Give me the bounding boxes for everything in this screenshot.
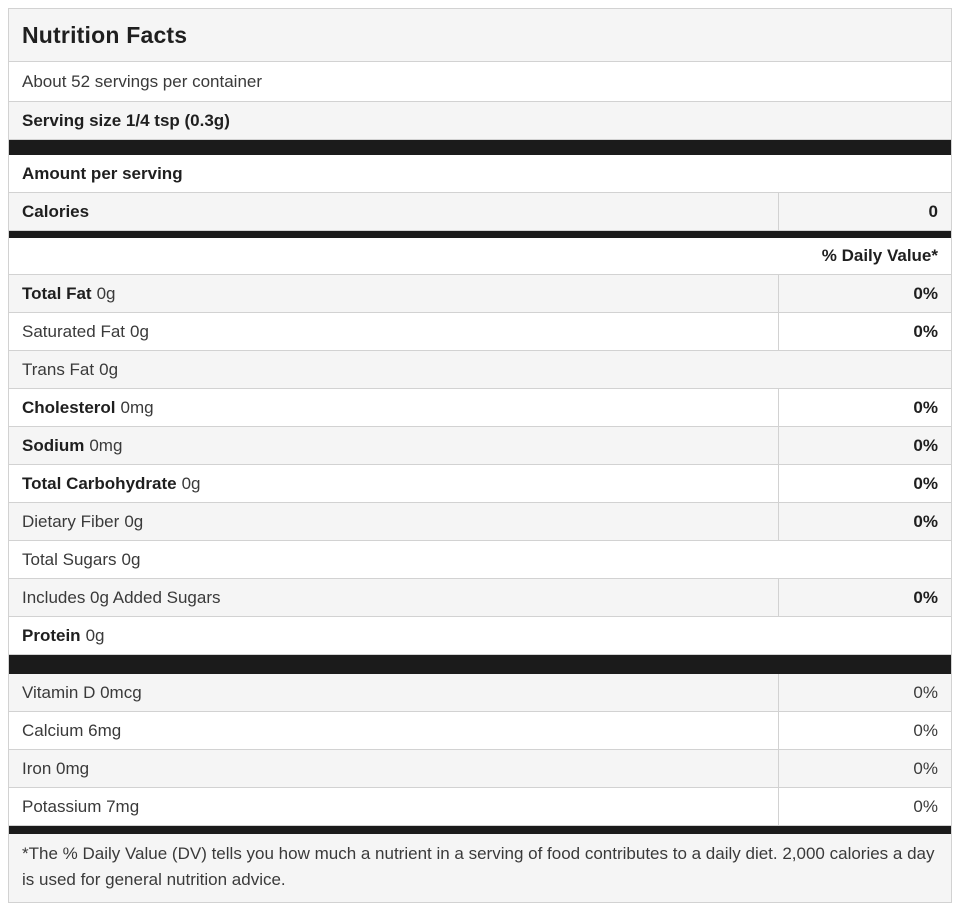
micronutrient-name: Iron 0mg [22,758,90,778]
nutrient-amount: 0g [124,511,144,531]
nutrient-amount: 0mg [89,435,123,455]
daily-value-footnote: *The % Daily Value (DV) tells you how much a nutrient in a serving of food contributes to a daily diet. 2,000 calories a day is used for general nutrition advice. [22,844,935,889]
micronutrient-daily-value: 0% [778,674,951,711]
medium-divider-bar [9,231,951,238]
nutrient-row [9,579,951,617]
daily-value-header-row [9,238,951,275]
nutrient-daily-value: 0% [778,579,951,616]
nutrient-row [9,541,951,579]
micronutrient-daily-value: 0% [778,750,951,787]
nutrition-facts-label [8,8,952,903]
nutrient-amount: 0g [99,359,119,379]
serving-size-row [9,102,951,140]
nutrient-daily-value: 0% [778,465,951,502]
nutrient-name: Total Sugars [22,549,117,569]
nutrient-amount: 0mg [120,397,154,417]
nutrient-daily-value: 0% [778,503,951,540]
nutrient-name: Trans Fat [22,359,95,379]
calories-row [9,193,951,231]
micronutrient-row [9,712,951,750]
amount-per-serving-label: Amount per serving [22,163,183,183]
nutrient-name: Cholesterol [22,397,116,417]
nutrient-daily-value: 0% [778,389,951,426]
micronutrient-name: Vitamin D 0mcg [22,682,142,702]
nutrient-amount: 0g [85,625,105,645]
nutrient-row [9,427,951,465]
nutrient-row [9,503,951,541]
nutrient-name: Includes 0g Added Sugars [22,587,221,607]
nutrient-name: Saturated Fat [22,321,126,341]
servings-per-container: About 52 servings per container [22,71,263,91]
calories-value: 0 [778,193,951,230]
nutrient-name: Sodium [22,435,85,455]
micronutrient-row [9,788,951,826]
nutrient-row [9,351,951,389]
page-title: Nutrition Facts [22,21,188,48]
nutrient-daily-value: 0% [778,313,951,350]
nutrient-daily-value: 0% [778,275,951,312]
nutrient-row [9,313,951,351]
nutrient-amount: 0g [181,473,201,493]
nutrient-row [9,617,951,655]
thick-divider-bar [9,655,951,674]
nutrient-amount: 0g [96,283,116,303]
nutrient-name: Protein [22,625,81,645]
nutrient-row [9,465,951,503]
servings-per-container-row [9,62,951,102]
micronutrient-daily-value: 0% [778,788,951,825]
micronutrient-name: Calcium 6mg [22,720,122,740]
nutrient-row [9,275,951,313]
serving-size: Serving size 1/4 tsp (0.3g) [22,110,230,130]
nutrient-daily-value: 0% [778,427,951,464]
title-row [9,9,951,62]
micronutrient-name: Potassium 7mg [22,796,140,816]
nutrient-row [9,389,951,427]
nutrient-name: Total Fat [22,283,92,303]
micronutrient-row [9,674,951,712]
nutrient-name: Total Carbohydrate [22,473,177,493]
micronutrient-row [9,750,951,788]
micronutrient-daily-value: 0% [778,712,951,749]
nutrient-amount: 0g [121,549,141,569]
medium-divider-bar [9,826,951,834]
calories-label: Calories [22,201,90,221]
nutrient-amount: 0g [130,321,149,341]
footnote-row [9,834,951,902]
thick-divider-bar [9,140,951,155]
nutrient-name: Dietary Fiber [22,511,120,531]
amount-per-serving-row [9,155,951,193]
daily-value-header: % Daily Value* [821,246,938,265]
